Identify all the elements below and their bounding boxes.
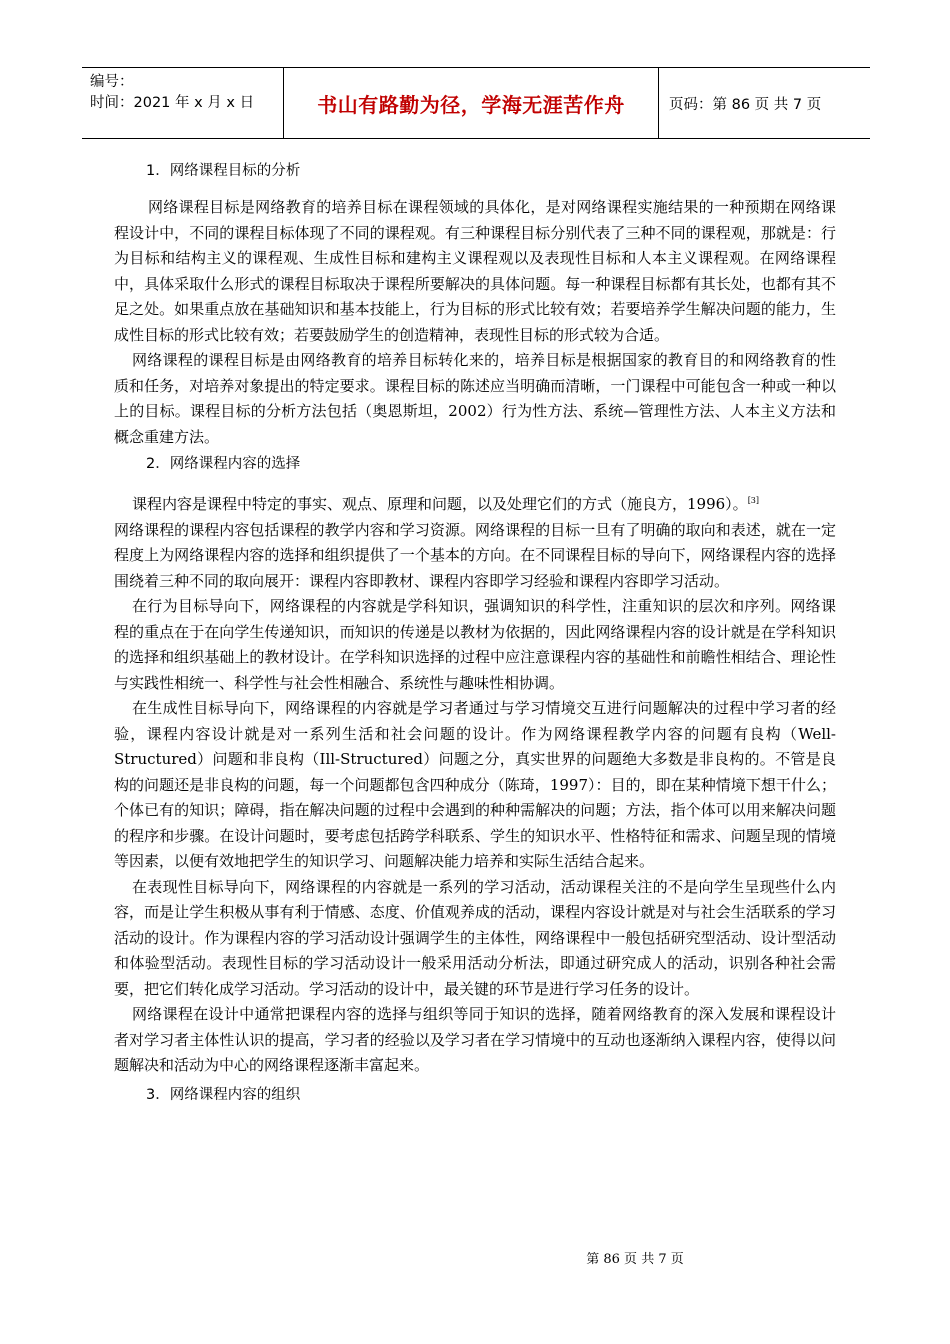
- paragraph-text: 课程内容是课程中特定的事实、观点、原理和问题，以及处理它们的方式（施良方，1996）。: [132, 495, 748, 513]
- document-body: [114, 161, 836, 1119]
- paragraph: 在行为目标导向下，网络课程的内容就是学科知识，强调知识的科学性，注重知识的层次和序列。网络课程的重点在于在向学生传递知识，而知识的传递是以教材为依据的，因此网络课程内容的设计就是在学科知识的选择和组织基础上的教材设计。在学科知识选择的过程中应注意课程内容的基础性和前瞻性相结合、理论性与实践性相统一、科学性与社会性相融合、系统性与趣味性相协调。: [114, 597, 836, 692]
- document-number-label: 编号：: [90, 74, 134, 90]
- document-date: 时间：2021 年 x 月 x 日: [90, 95, 255, 111]
- paragraph: 在表现性目标导向下，网络课程的内容就是一系列的学习活动，活动课程关注的不是向学生呈现些什么内容，而是让学生积极从事有利于情感、态度、价值观养成的活动，课程内容设计就是对与社会生活联系的学习活动的设计。作为课程内容的学习活动设计强调学生的主体性，网络课程中一般包括研究型活动、设计型活动和体验型活动。表现性目标的学习活动设计一般采用活动分析法，即通过研究成人的活动，识别各种社会需要，把它们转化成学习活动。学习活动的设计中，最关键的环节是进行学习任务的设计。: [114, 877, 836, 998]
- header-page-info: 页码：第 86 页 共 7 页: [669, 96, 822, 113]
- page-header: [82, 67, 870, 139]
- section-heading-3: 3．网络课程内容的组织: [146, 1086, 301, 1103]
- paragraph: 网络课程的课程内容包括课程的教学内容和学习资源。网络课程的目标一旦有了明确的取向和表述，就在一定程度上为网络课程内容的选择和组织提供了一个基本的方向。在不同课程目标的导向下，网络课程内容的选择围绕着三种不同的取向展开：课程内容即教材、课程内容即学习经验和课程内容即学习活动。: [114, 520, 836, 590]
- page-footer: 第 86 页 共 7 页: [586, 1252, 684, 1267]
- section-heading-1: 1．网络课程目标的分析: [146, 163, 301, 179]
- paragraph: [114, 488, 836, 518]
- section-heading-2: 2．网络课程内容的选择: [146, 456, 301, 472]
- header-meta: [82, 68, 284, 138]
- header-motto: 书山有路勤为径，学海无涯苦作舟: [284, 68, 659, 138]
- paragraph: 网络课程的课程目标是由网络教育的培养目标转化来的，培养目标是根据国家的教育目的和网络教育的性质和任务，对培养对象提出的特定要求。课程目标的陈述应当明确而清晰，一门课程中可能包含一种或一种以上的目标。课程目标的分析方法包括（奥恩斯坦，2002）行为性方法、系统—管理性方法、人本主义方法和概念重建方法。: [114, 351, 836, 446]
- paragraph: 网络课程目标是网络教育的培养目标在课程领域的具体化，是对网络课程实施结果的一种预期在网络课程设计中，不同的课程目标体现了不同的课程观。有三种课程目标分别代表了三种不同的课程观，那就是：行为目标和结构主义的课程观、生成性目标和建构主义课程观以及表现性目标和人本主义课程观。在网络课程中，具体采取什么形式的课程目标取决于课程所要解决的具体问题。每一种课程目标都有其长处，也都有其不足之处。如果重点放在基础知识和基本技能上，行为目标的形式比较有效；若要培养学生解决问题的能力，生成性目标的形式比较有效；若要鼓励学生的创造精神，表现性目标的形式较为合适。: [114, 198, 836, 344]
- paragraph: 网络课程在设计中通常把课程内容的选择与组织等同于知识的选择，随着网络教育的深入发展和课程设计者对学习者主体性认识的提高，学习者的经验以及学习者在学习情境中的互动也逐渐纳入课程内容，使得以问题解决和活动为中心的网络课程逐渐丰富起来。: [114, 1005, 836, 1074]
- paragraph: 在生成性目标导向下，网络课程的内容就是学习者通过与学习情境交互进行问题解决的过程中学习者的经验，课程内容设计就是对一系列生活和社会问题的设计。作为网络课程教学内容的问题有良构（Well-Structured）问题和非良构（Ill-Structured）问题之分，真实世界的问题绝大多数是非良构的。不管是良构的问题还是非良构的问题，每一个问题都包含四种成分（陈琦，1997）：目的，即在某种情境下想干什么；个体已有的知识；障碍，指在解决问题的过程中会遇到的种种需解决的问题；方法，指个体可以用来解决问题的程序和步骤。在设计问题时，要考虑包括跨学科联系、学生的知识水平、性格特征和需求、问题呈现的情境等因素，以便有效地把学生的知识学习、问题解决能力培养和实际生活结合起来。: [114, 699, 836, 870]
- citation-marker: [3]: [747, 496, 760, 505]
